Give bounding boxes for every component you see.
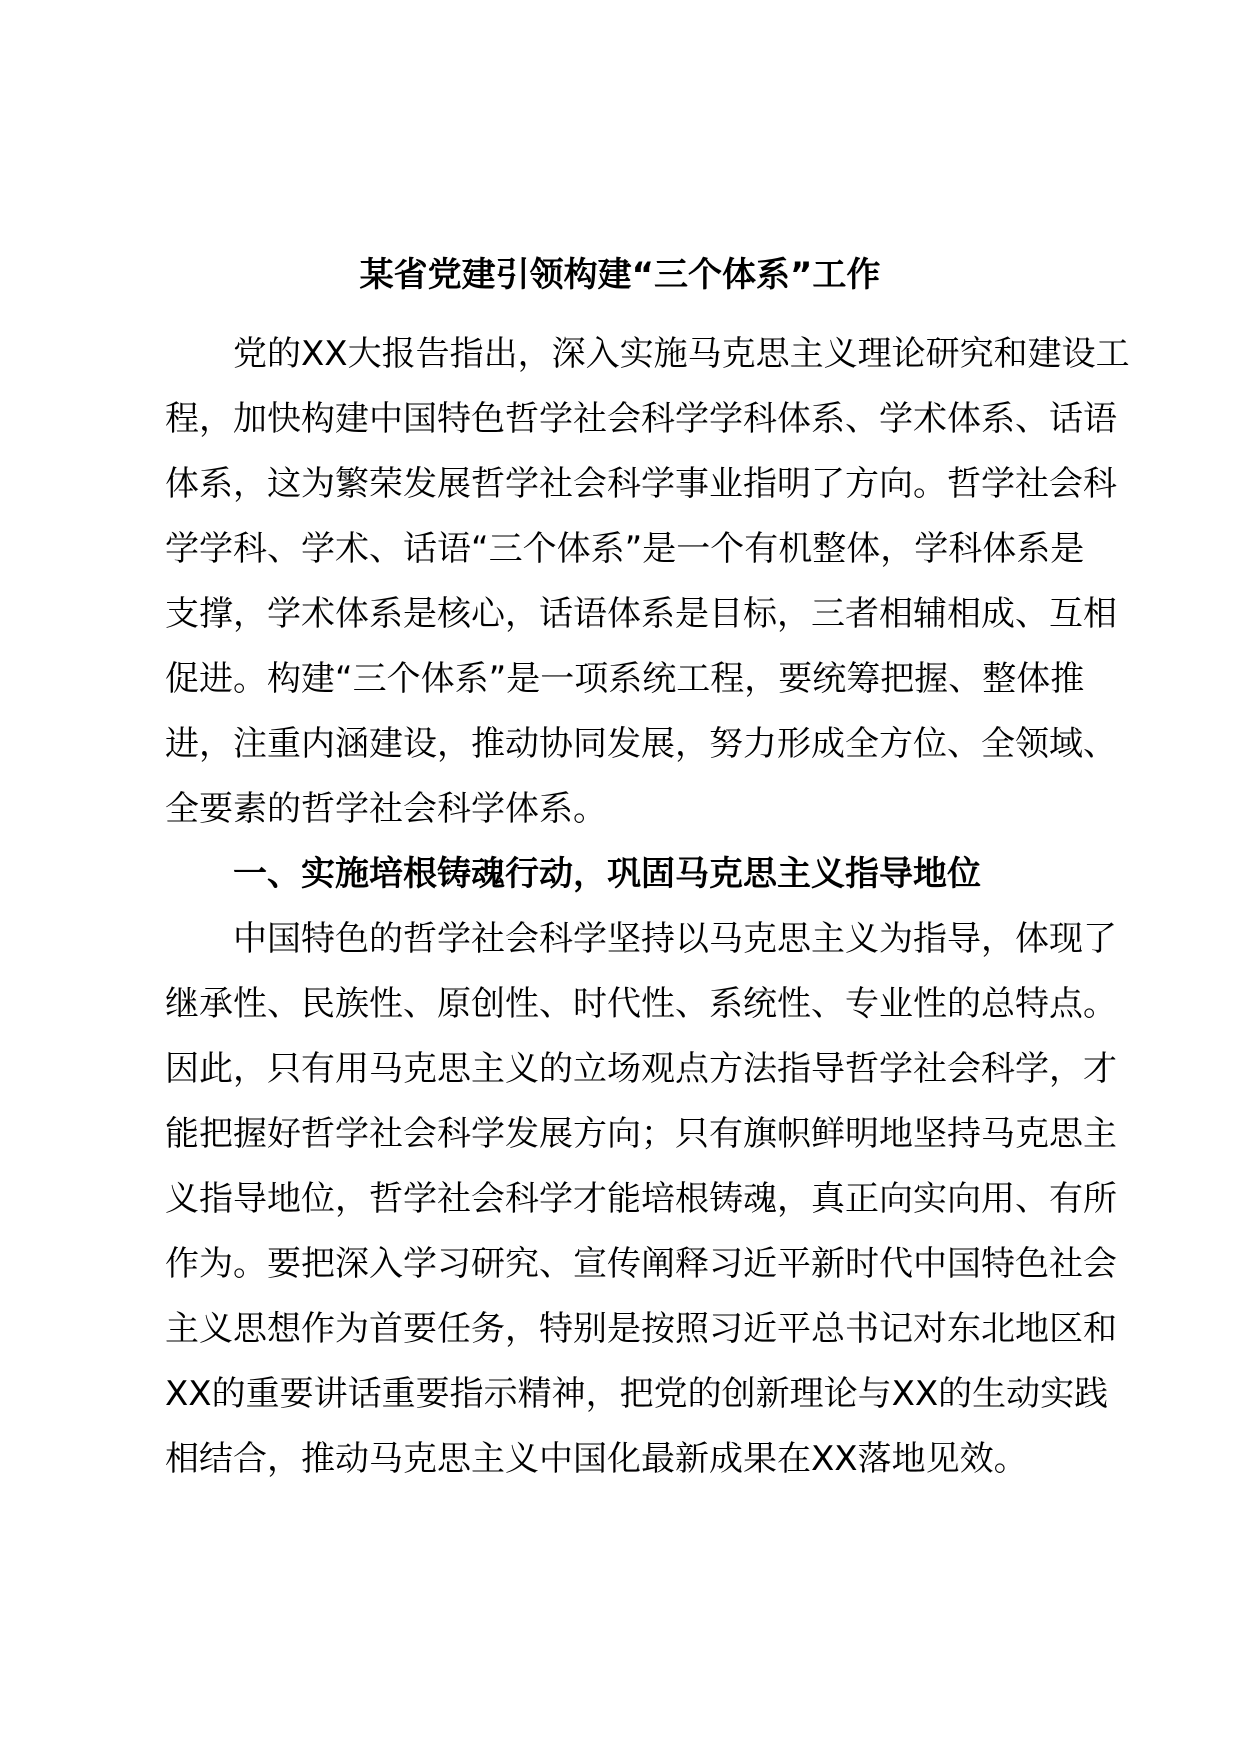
text-line: 继承性、民族性、原创性、时代性、系统性、专业性的总特点。 (165, 984, 1117, 1024)
text-line: 因此，只有用马克思主义的立场观点方法指导哲学社会科学，才 (165, 1049, 1117, 1089)
text-line: 学学科、学术、话语“三个体系”是一个有机整体，学科体系是 (165, 529, 1085, 569)
text-line: 体系，这为繁荣发展哲学社会科学事业指明了方向。哲学社会科 (165, 464, 1117, 504)
document-title: 某省党建引领构建“三个体系”工作 (359, 255, 881, 295)
text-line: 支撑，学术体系是核心，话语体系是目标，三者相辅相成、互相 (165, 594, 1117, 634)
section-heading-1 (165, 842, 1110, 907)
text-line: 相结合，推动马克思主义中国化最新成果在XX落地见效。 (165, 1439, 1028, 1479)
paragraph-section-1 (165, 907, 1117, 1492)
text-line: 促进。构建“三个体系”是一项系统工程，要统筹把握、整体推 (165, 659, 1085, 699)
section-heading-text: 一、实施培根铸魂行动，巩固马克思主义指导地位 (233, 854, 981, 894)
text-line: 全要素的哲学社会科学体系。 (165, 789, 607, 829)
text-line: XX的重要讲话重要指示精神，把党的创新理论与XX的生动实践 (165, 1374, 1109, 1414)
text-line: 主义思想作为首要任务，特别是按照习近平总书记对东北地区和 (165, 1309, 1117, 1349)
text-line: 能把握好哲学社会科学发展方向；只有旗帜鲜明地坚持马克思主 (165, 1114, 1117, 1154)
text-line: 党的XX大报告指出，深入实施马克思主义理论研究和建设工 (233, 334, 1130, 374)
text-line: 进，注重内涵建设，推动协同发展，努力形成全方位、全领域、 (165, 724, 1117, 764)
paragraph-intro (165, 322, 1130, 842)
text-line: 作为。要把深入学习研究、宣传阐释习近平新时代中国特色社会 (165, 1244, 1117, 1284)
text-line: 义指导地位，哲学社会科学才能培根铸魂，真正向实向用、有所 (165, 1179, 1117, 1219)
text-line: 程，加快构建中国特色哲学社会科学学科体系、学术体系、话语 (165, 399, 1117, 439)
text-line: 中国特色的哲学社会科学坚持以马克思主义为指导，体现了 (233, 919, 1117, 959)
